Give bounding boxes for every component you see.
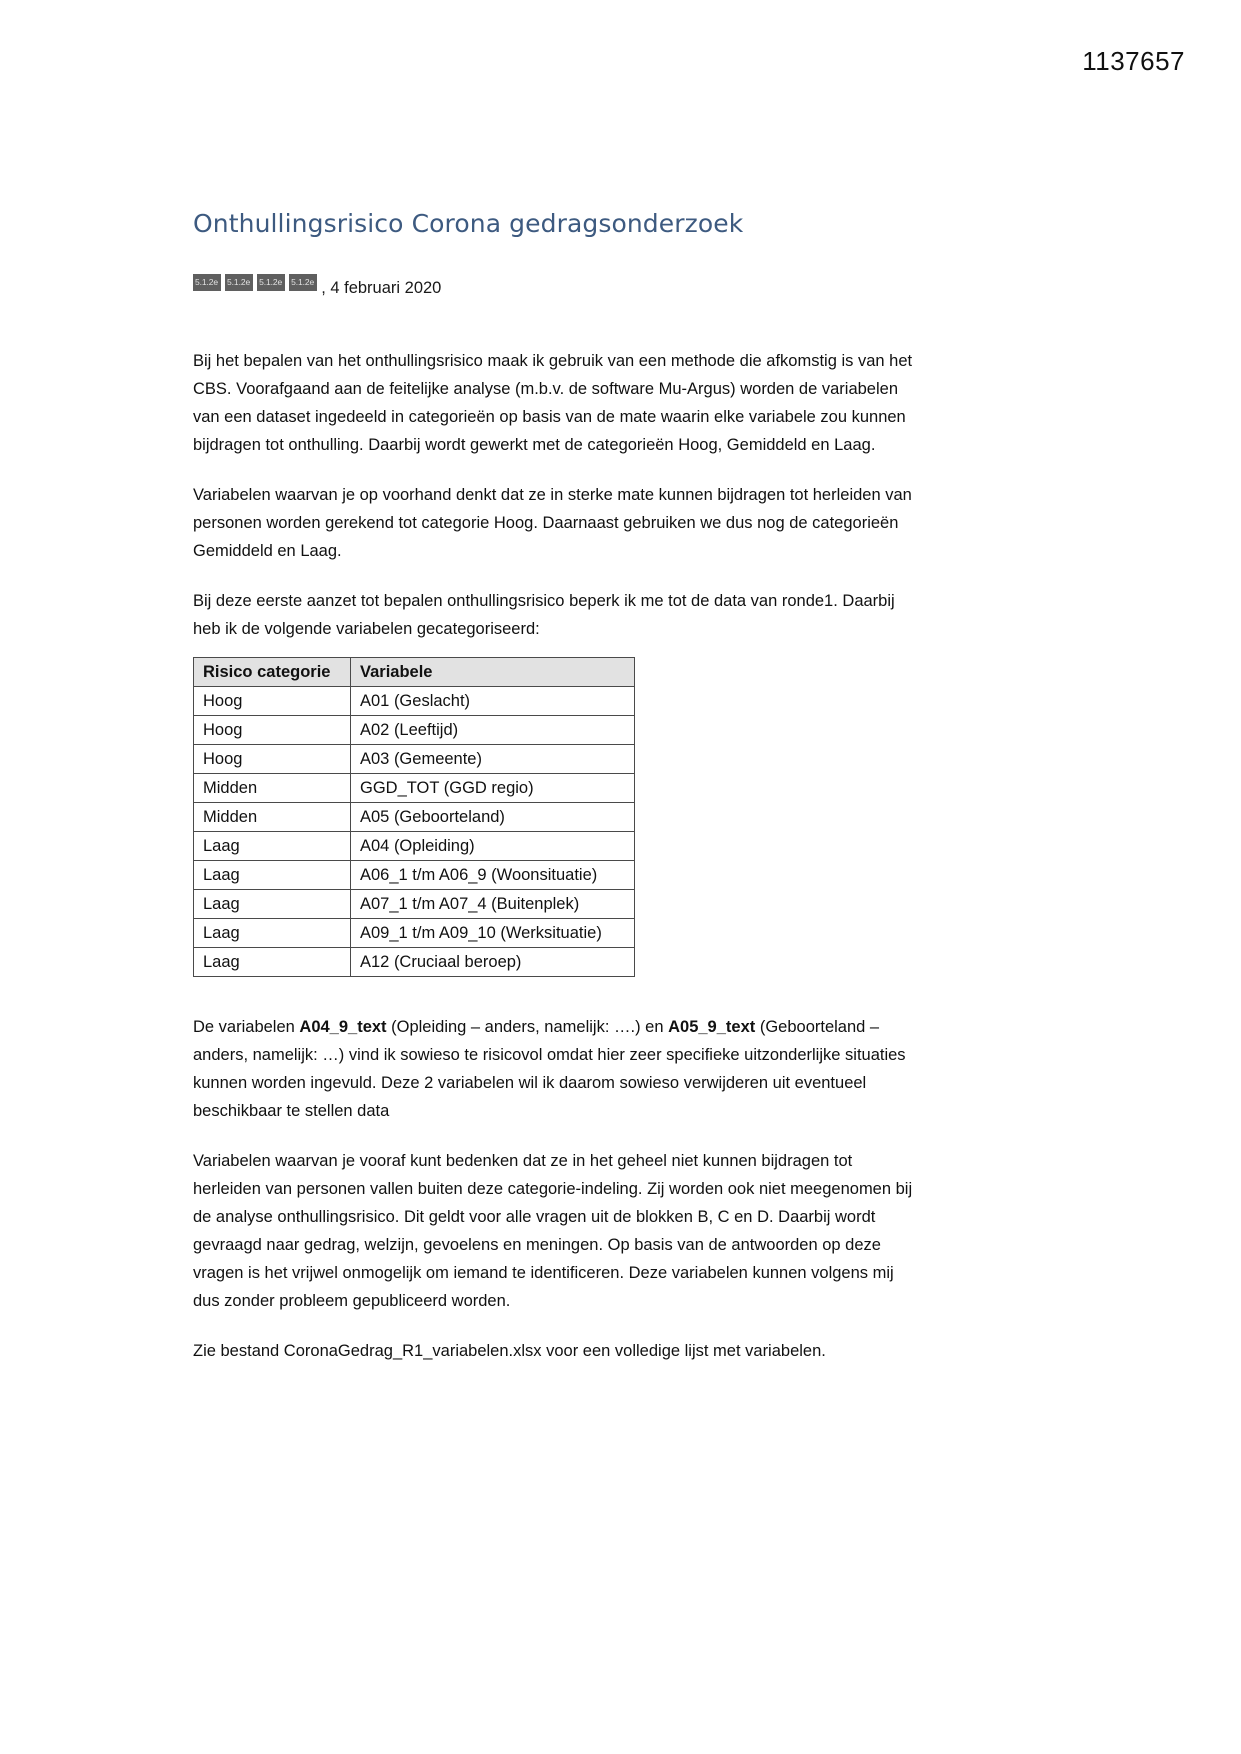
variable-name-a05: A05_9_text <box>668 1018 756 1036</box>
cell-categorie: Laag <box>194 919 351 948</box>
text-fragment: (Geboorteland – anders, namelijk: …) vind ik sowieso te risicovol omdat hier zeer specifieke uitzonderlijke situaties kunnen worden ingevuld. Deze 2 variabelen wil ik daarom sowieso verwijderen uit eventueel beschikbaar te stellen data <box>193 1018 906 1120</box>
table-row <box>194 687 635 716</box>
table-row <box>194 890 635 919</box>
variable-name-a04: A04_9_text <box>299 1018 387 1036</box>
cell-categorie: Hoog <box>194 745 351 774</box>
byline <box>193 274 923 299</box>
document-body <box>193 208 923 1387</box>
table-row <box>194 832 635 861</box>
redaction-box-2: 5.1.2e <box>225 274 253 291</box>
table-row <box>194 919 635 948</box>
table-row <box>194 745 635 774</box>
table-header-row <box>194 658 635 687</box>
table-row <box>194 948 635 977</box>
variables-table <box>193 657 635 977</box>
table-row <box>194 861 635 890</box>
paragraph-intro-method: Bij het bepalen van het onthullingsrisico maak ik gebruik van een methode die afkomstig is van het CBS. Voorafgaand aan de feitelijke analyse (m.b.v. de software Mu-Argus) worden de variabelen van een dataset ingedeeld in categorieën op basis van de mate waarin elke variabele zou kunnen bijdragen tot onthulling. Daarbij wordt gewerkt met de categorieën Hoog, Gemiddeld en Laag. <box>193 352 913 454</box>
cell-variabele: A07_1 t/m A07_4 (Buitenplek) <box>351 890 635 919</box>
cell-variabele: A12 (Cruciaal beroep) <box>351 948 635 977</box>
cell-variabele: A09_1 t/m A09_10 (Werksituatie) <box>351 919 635 948</box>
paragraph-excluded-variables: Variabelen waarvan je vooraf kunt bedenken dat ze in het geheel niet kunnen bijdragen tot herleiden van personen vallen buiten deze categorie-indeling. Zij worden ook niet meegenomen bij de analyse onthullingsrisico. Dit geldt voor alle vragen uit de blokken B, C en D. Daarbij wordt gevraagd naar gedrag, welzijn, gevoelens en meningen. Op basis van de antwoorden op deze vragen is het vrijwel onmogelijk om iemand te identificeren. Deze variabelen kunnen volgens mij dus zonder probleem gepubliceerd worden. <box>193 1152 913 1310</box>
cell-variabele: A04 (Opleiding) <box>351 832 635 861</box>
table-row <box>194 774 635 803</box>
column-header-variabele: Variabele <box>351 658 635 687</box>
table-row <box>194 716 635 745</box>
page-title: Onthullingsrisico Corona gedragsonderzoek <box>193 209 744 238</box>
column-header-risico-categorie: Risico categorie <box>194 658 351 687</box>
page-number: 1137657 <box>1082 46 1185 76</box>
cell-categorie: Midden <box>194 774 351 803</box>
paragraph-category-hoog: Variabelen waarvan je op voorhand denkt dat ze in sterke mate kunnen bijdragen tot herleiden van personen worden gerekend tot categorie Hoog. Daarnaast gebruiken we dus nog de categorieën Gemiddeld en Laag. <box>193 486 912 560</box>
byline-date: , 4 februari 2020 <box>321 279 442 297</box>
paragraph-reference-file: Zie bestand CoronaGedrag_R1_variabelen.xlsx voor een volledige lijst met variabelen. <box>193 1342 826 1360</box>
redaction-box-1: 5.1.2e <box>193 274 221 291</box>
cell-variabele: GGD_TOT (GGD regio) <box>351 774 635 803</box>
text-fragment: De variabelen <box>193 1018 300 1036</box>
redaction-box-3: 5.1.2e <box>257 274 285 291</box>
cell-categorie: Laag <box>194 832 351 861</box>
paragraph-text-variables <box>193 1013 923 1125</box>
cell-variabele: A01 (Geslacht) <box>351 687 635 716</box>
cell-categorie: Midden <box>194 803 351 832</box>
cell-categorie: Hoog <box>194 716 351 745</box>
cell-categorie: Laag <box>194 948 351 977</box>
paragraph-table-intro: Bij deze eerste aanzet tot bepalen onthullingsrisico beperk ik me tot de data van ronde1. Daarbij heb ik de volgende variabelen gecategoriseerd: <box>193 592 895 638</box>
cell-variabele: A05 (Geboorteland) <box>351 803 635 832</box>
text-fragment: (Opleiding – anders, namelijk: ….) en <box>386 1018 669 1036</box>
variables-table-wrapper <box>193 657 923 977</box>
cell-categorie: Laag <box>194 861 351 890</box>
cell-categorie: Laag <box>194 890 351 919</box>
redaction-box-4: 5.1.2e <box>289 274 317 291</box>
table-row <box>194 803 635 832</box>
cell-categorie: Hoog <box>194 687 351 716</box>
cell-variabele: A06_1 t/m A06_9 (Woonsituatie) <box>351 861 635 890</box>
cell-variabele: A03 (Gemeente) <box>351 745 635 774</box>
cell-variabele: A02 (Leeftijd) <box>351 716 635 745</box>
